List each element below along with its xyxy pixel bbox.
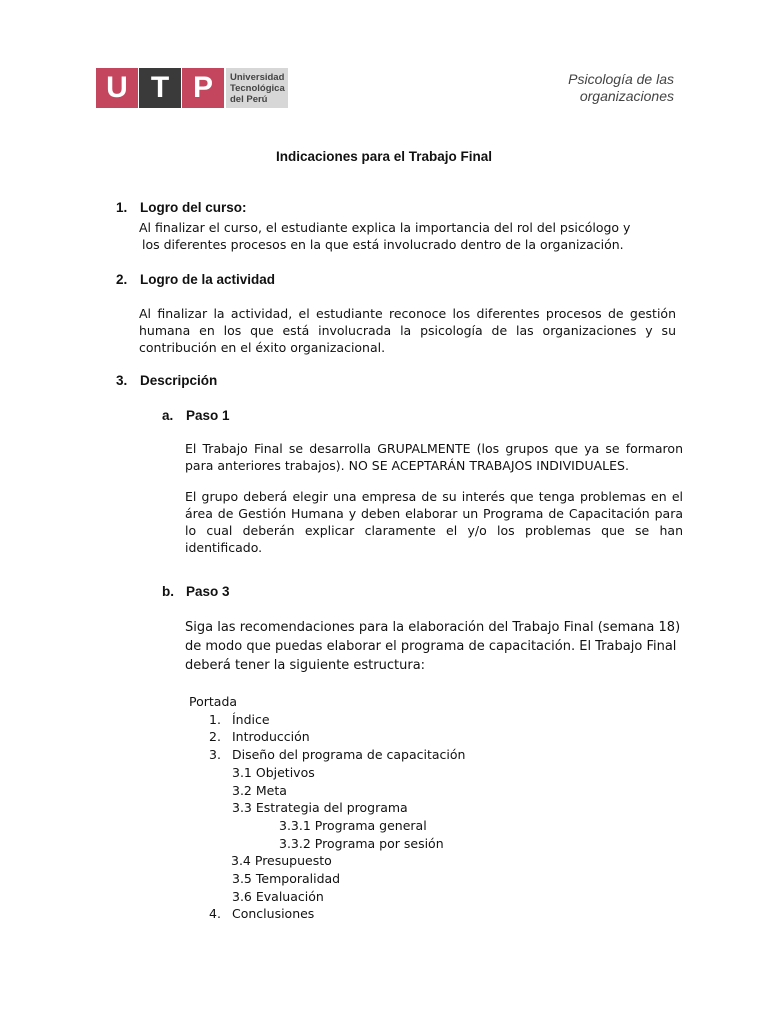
section-number: 1. [116, 200, 128, 215]
section-title: Logro de la actividad [140, 272, 276, 287]
text-line: los diferentes procesos en la que está involucrado dentro de la organización. [142, 237, 624, 252]
step-a-paragraph-2: El grupo deberá elegir una empresa de su interés que tenga problemas en el área de Gestión Humana y deben elaborar un Programa de Capacitación para lo cual deberán explicar claramente el y/o los problemas que se han identificado. [185, 489, 683, 555]
step-letter: b. [162, 584, 174, 599]
logo-name-line: Tecnológica [230, 83, 285, 94]
structure-subitem: 3.3 Estrategia del programa [232, 800, 408, 816]
step-a-paragraph-1: El Trabajo Final se desarrolla GRUPALMENTE (los grupos que ya se formaron para anteriores trabajos). NO SE ACEPTARÁN TRABAJOS INDIVIDUALES. [185, 441, 683, 473]
section-title: Logro del curso: [140, 200, 247, 215]
section-1-text [139, 219, 679, 253]
structure-cover: Portada [189, 694, 238, 709]
logo-letter-t: T [139, 68, 181, 108]
step-letter: a. [162, 408, 174, 423]
section-1-heading [116, 200, 247, 215]
structure-item: 1. Índice [209, 711, 270, 727]
section-title: Descripción [140, 373, 218, 388]
structure-subitem: 3.1 Objetivos [232, 764, 315, 780]
step-title: Paso 3 [186, 584, 230, 599]
document-title: Indicaciones para el Trabajo Final [275, 149, 493, 164]
logo-university-name [226, 68, 288, 108]
course-name-line2: organizaciones [579, 88, 674, 104]
structure-item: 3. Diseño del programa de capacitación [209, 747, 466, 763]
step-a-heading [162, 408, 230, 423]
section-3-heading [116, 373, 217, 388]
structure-subitem: 3.4 Presupuesto [231, 853, 332, 869]
logo-letter-u: U [96, 68, 138, 108]
structure-subitem: 3.6 Evaluación [232, 888, 324, 904]
section-2-text: Al finalizar la actividad, el estudiante reconoce los diferentes procesos de gestión humana en los que está involucrada la psicología de las organizaciones y su contribución en el éxito organizacional. [139, 306, 676, 355]
structure-item: 4. Conclusiones [209, 906, 315, 922]
structure-subsubitem: 3.3.2 Programa por sesión [279, 835, 444, 851]
structure-subsubitem: 3.3.1 Programa general [279, 817, 427, 833]
step-b-heading [162, 584, 230, 599]
structure-item: 2. Introducción [209, 729, 310, 745]
course-name [568, 71, 674, 105]
structure-subitem: 3.2 Meta [232, 782, 287, 798]
section-number: 3. [116, 373, 128, 388]
course-name-line1: Psicología de las [568, 71, 674, 87]
section-2-heading [116, 272, 275, 287]
text-line: Al finalizar el curso, el estudiante explica la importancia del rol del psicólogo y [139, 220, 631, 235]
step-b-paragraph: Siga las recomendaciones para la elaboración del Trabajo Final (semana 18) de modo que puedas elaborar el programa de capacitación. El Trabajo Final deberá tener la siguiente estructura: [185, 620, 681, 673]
logo-name-line: del Perú [230, 94, 268, 105]
structure-list [189, 693, 465, 923]
structure-subitem: 3.5 Temporalidad [232, 871, 341, 887]
step-title: Paso 1 [186, 408, 230, 423]
section-number: 2. [116, 272, 128, 287]
logo-letter-p: P [182, 68, 224, 108]
logo-name-line: Universidad [230, 72, 285, 83]
utp-logo [96, 68, 288, 108]
